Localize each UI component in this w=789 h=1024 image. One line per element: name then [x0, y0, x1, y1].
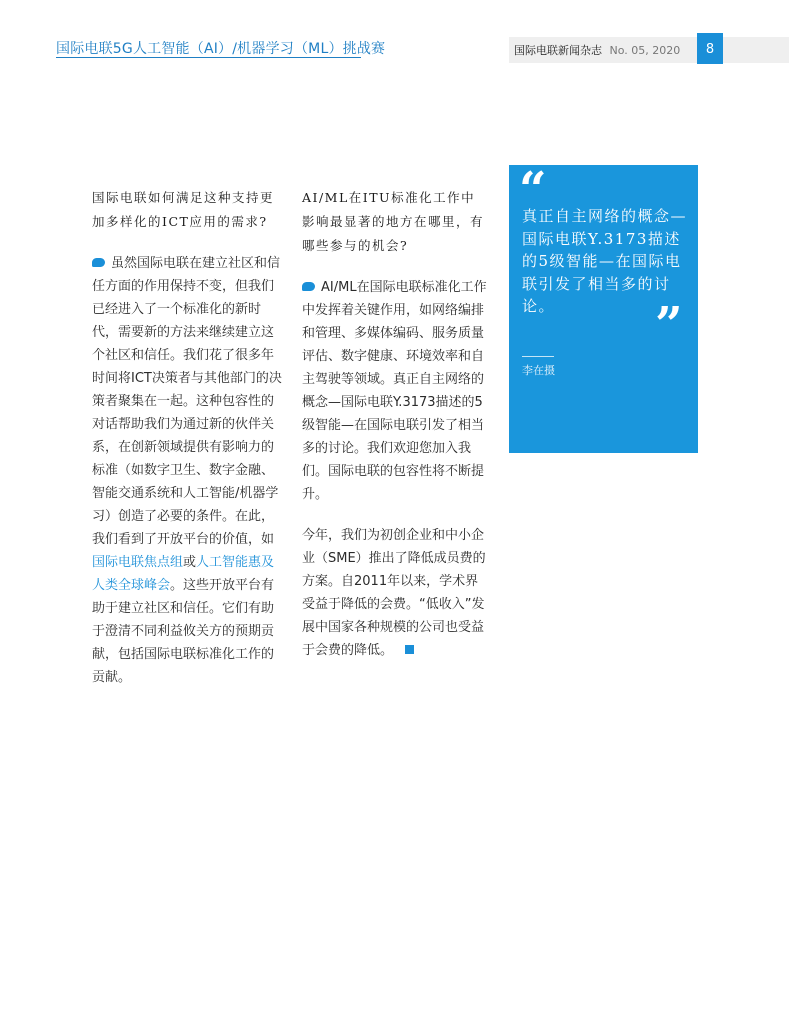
paragraph-text: 今年，我们为初创企业和中小企业（SME）推出了降低成员费的方案。自2011年以来，学术界受益于降低的会费。“低收入”发展中国家各种规模的公司也受益于会费的降低。 [302, 528, 486, 658]
left-column [92, 186, 282, 707]
connector-text: 或 [183, 555, 197, 570]
focus-group-link[interactable]: 国际电联焦点组 [92, 555, 184, 570]
quote-rule [522, 356, 554, 357]
pull-quote-text: 真正自主网络的概念—国际电联Y.3173描述的5级智能—在国际电联引发了相当多的讨论。 [522, 207, 688, 315]
body-paragraph [92, 252, 282, 689]
magazine-info [514, 42, 680, 58]
ai-for-good-summit-link[interactable]: 人工智能惠及人类全球峰会 [92, 555, 275, 593]
header-rule [56, 57, 361, 58]
right-column [302, 186, 488, 680]
body-paragraph [302, 524, 488, 662]
page-number: 8 [697, 33, 723, 64]
body-paragraph [302, 276, 488, 506]
header-title: 国际电联5G人工智能（AI）/机器学习（ML）挑战赛 [56, 41, 386, 57]
chat-bubble-icon [92, 258, 105, 267]
question-heading: 国际电联如何满足这种支持更加多样化的ICT应用的需求? [92, 190, 275, 229]
quote-close-icon: ” [655, 297, 683, 353]
question-heading: AI/ML在ITU标准化工作中影响最显著的地方在哪里，有哪些参与的机会? [302, 190, 485, 253]
issue-number: No. 05, 2020 [609, 44, 681, 57]
quote-open-icon: “ [519, 162, 547, 218]
magazine-name: 国际电联新闻杂志 [514, 44, 602, 57]
paragraph-text: 虽然国际电联在建立社区和信任方面的作用保持不变，但我们已经进入了一个标准化的新时代，需要新的方法来继续建立这个社区和信任。我们花了很多年时间将ICT决策者与其他部门的决策者聚集在一起。这种包容性的对话帮助我们为通过新的伙伴关系，在创新领域提供有影响力的标准（如数字卫生、数字金融、智能交通系统和人工智能/机器学习）创造了必要的条件。在此，我们看到了开放平台的价值，如 [92, 256, 282, 547]
paragraph-text: AI/ML在国际电联标准化工作中发挥着关键作用，如网络编排和管理、多媒体编码、服务质量评估、数字健康、环境效率和自主驾驶等领域。真正自主网络的概念—国际电联Y.3173描述的5级智能—在国际电联引发了相当多的讨论。我们欢迎您加入我们。国际电联的包容性将不断提升。 [302, 280, 487, 502]
end-square-icon [405, 645, 414, 654]
chat-bubble-icon [302, 282, 315, 291]
quote-author: 李在摄 [522, 364, 555, 377]
paragraph-text: 。这些开放平台有助于建立社区和信任。它们有助于澄清不同利益攸关方的预期贡献，包括国际电联标准化工作的贡献。 [92, 578, 275, 685]
